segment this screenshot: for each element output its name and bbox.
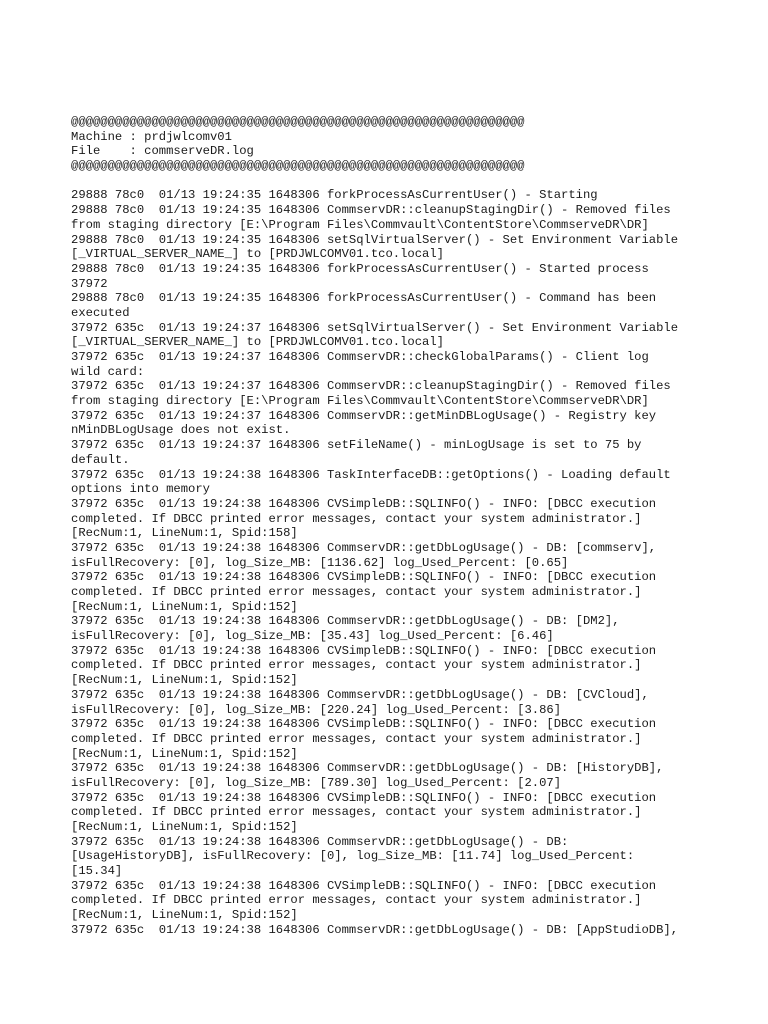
log-line: 37972 635c 01/13 19:24:38 1648306 CommservDR::getDbLogUsage() - DB: xyxy=(71,834,569,849)
log-line: 37972 635c 01/13 19:24:38 1648306 CVSimpleDB::SQLINFO() - INFO: [DBCC execution xyxy=(71,570,657,585)
log-line: [RecNum:1, LineNum:1, Spid:152] xyxy=(71,820,298,834)
log-line: completed. If DBCC printed error messages, contact your system administrator.] xyxy=(71,511,642,526)
log-line: [UsageHistoryDB], isFullRecovery: [0], log_Size_MB: [11.74] log_Used_Percent: xyxy=(71,849,635,864)
log-line: completed. If DBCC printed error messages, contact your system administrator.] xyxy=(71,893,642,908)
log-line: 37972 635c 01/13 19:24:38 1648306 CommservDR::getDbLogUsage() - DB: [AppStudioDB], xyxy=(71,922,679,937)
log-line: [_VIRTUAL_SERVER_NAME_] to [PRDJWLCOMV01.tco.local] xyxy=(71,247,444,262)
log-line: from staging directory [E:\Program Files\Commvault\ContentStore\CommserveDR\DR] xyxy=(71,394,649,409)
log-document xyxy=(71,115,711,938)
log-line: from staging directory [E:\Program Files\Commvault\ContentStore\CommserveDR\DR] xyxy=(71,217,649,232)
file-line: File : commserveDR.log xyxy=(71,144,254,159)
log-line: completed. If DBCC printed error messages, contact your system administrator.] xyxy=(71,585,642,599)
log-line: isFullRecovery: [0], log_Size_MB: [220.24] log_Used_Percent: [3.86] xyxy=(71,702,562,717)
machine-line: Machine : prdjwlcomv01 xyxy=(71,129,232,144)
log-line: 37972 635c 01/13 19:24:38 1648306 CVSimpleDB::SQLINFO() - INFO: [DBCC execution xyxy=(71,878,657,893)
log-line: 37972 635c 01/13 19:24:37 1648306 setFileName() - minLogUsage is set to 75 by xyxy=(71,438,642,453)
header-spacer xyxy=(71,174,711,189)
log-line: 37972 635c 01/13 19:24:38 1648306 CommservDR::getDbLogUsage() - DB: [commserv], xyxy=(71,540,657,555)
log-line: 29888 78c0 01/13 19:24:35 1648306 CommservDR::cleanupStagingDir() - Removed files xyxy=(71,203,671,218)
log-line: default. xyxy=(71,452,130,467)
log-line: [15.34] xyxy=(71,864,123,879)
log-line: 37972 635c 01/13 19:24:38 1648306 CVSimpleDB::SQLINFO() - INFO: [DBCC execution xyxy=(71,717,657,732)
log-line: 29888 78c0 01/13 19:24:35 1648306 forkProcessAsCurrentUser() - Started process xyxy=(71,261,649,276)
log-line: nMinDBLogUsage does not exist. xyxy=(71,423,291,438)
log-line: [RecNum:1, LineNum:1, Spid:158] xyxy=(71,526,298,541)
log-line: [RecNum:1, LineNum:1, Spid:152] xyxy=(71,746,298,761)
log-line: 37972 635c 01/13 19:24:37 1648306 setSqlVirtualServer() - Set Environment Variable xyxy=(71,320,679,335)
log-line: isFullRecovery: [0], log_Size_MB: [789.30] log_Used_Percent: [2.07] xyxy=(71,775,562,790)
log-line: options into memory xyxy=(71,482,210,497)
log-line: [RecNum:1, LineNum:1, Spid:152] xyxy=(71,673,298,688)
log-line: 37972 635c 01/13 19:24:37 1648306 CommservDR::cleanupStagingDir() - Removed files xyxy=(71,379,671,394)
log-line: 37972 635c 01/13 19:24:37 1648306 CommservDR::getMinDBLogUsage() - Registry key xyxy=(71,408,657,423)
log-line: completed. If DBCC printed error messages, contact your system administrator.] xyxy=(71,805,642,820)
log-line: 29888 78c0 01/13 19:24:35 1648306 forkProcessAsCurrentUser() - Command has been xyxy=(71,291,657,306)
log-lines xyxy=(71,188,711,937)
log-line: completed. If DBCC printed error messages, contact your system administrator.] xyxy=(71,731,642,746)
log-line: 37972 xyxy=(71,276,108,291)
log-line: 37972 635c 01/13 19:24:38 1648306 TaskInterfaceDB::getOptions() - Loading default xyxy=(71,467,671,482)
log-line: completed. If DBCC printed error messages, contact your system administrator.] xyxy=(71,658,642,673)
log-line: isFullRecovery: [0], log_Size_MB: [1136.62] log_Used_Percent: [0.65] xyxy=(71,555,569,570)
header-separator-bottom: @@@@@@@@@@@@@@@@@@@@@@@@@@@@@@@@@@@@@@@@@@@@@@@@@@@@@@@@@@@@@@ xyxy=(71,159,525,174)
log-line: 37972 635c 01/13 19:24:38 1648306 CommservDR::getDbLogUsage() - DB: [HistoryDB], xyxy=(71,761,664,776)
log-line: 29888 78c0 01/13 19:24:35 1648306 setSqlVirtualServer() - Set Environment Variable xyxy=(71,232,679,247)
log-line: 37972 635c 01/13 19:24:38 1648306 CVSimpleDB::SQLINFO() - INFO: [DBCC execution xyxy=(71,496,657,511)
log-line: wild card: xyxy=(71,364,145,379)
header-separator-top: @@@@@@@@@@@@@@@@@@@@@@@@@@@@@@@@@@@@@@@@@@@@@@@@@@@@@@@@@@@@@@ xyxy=(71,115,525,129)
log-line: [RecNum:1, LineNum:1, Spid:152] xyxy=(71,908,298,923)
log-line: 29888 78c0 01/13 19:24:35 1648306 forkProcessAsCurrentUser() - Starting xyxy=(71,188,598,203)
log-line: isFullRecovery: [0], log_Size_MB: [35.43] log_Used_Percent: [6.46] xyxy=(71,629,554,644)
log-line: [_VIRTUAL_SERVER_NAME_] to [PRDJWLCOMV01.tco.local] xyxy=(71,335,444,350)
log-line: 37972 635c 01/13 19:24:38 1648306 CommservDR::getDbLogUsage() - DB: [DM2], xyxy=(71,614,620,629)
log-line: executed xyxy=(71,305,130,320)
log-line: 37972 635c 01/13 19:24:37 1648306 CommservDR::checkGlobalParams() - Client log xyxy=(71,350,649,364)
log-line: 37972 635c 01/13 19:24:38 1648306 CVSimpleDB::SQLINFO() - INFO: [DBCC execution xyxy=(71,790,657,805)
log-line: [RecNum:1, LineNum:1, Spid:152] xyxy=(71,599,298,614)
log-line: 37972 635c 01/13 19:24:38 1648306 CVSimpleDB::SQLINFO() - INFO: [DBCC execution xyxy=(71,643,657,658)
log-line: 37972 635c 01/13 19:24:38 1648306 CommservDR::getDbLogUsage() - DB: [CVCloud], xyxy=(71,687,649,702)
